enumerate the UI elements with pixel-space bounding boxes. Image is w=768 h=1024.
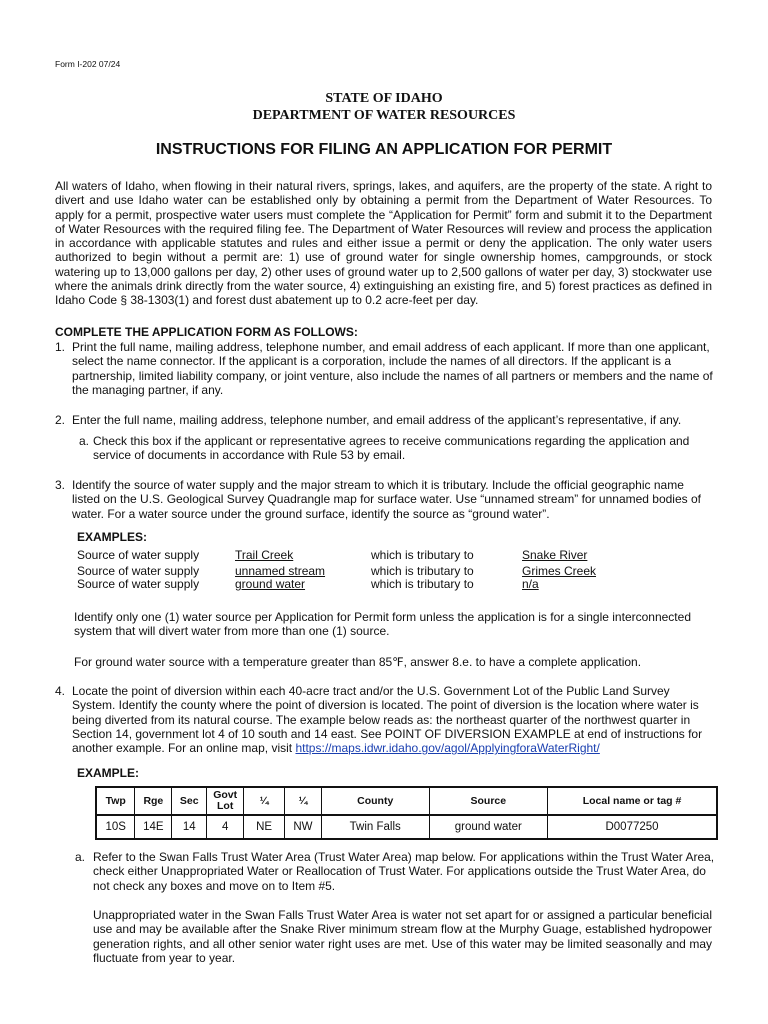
cell-sec: 14 bbox=[172, 815, 207, 839]
subitem-text: Refer to the Swan Falls Trust Water Area (Trust Water Area) map below. For applications within the Trust Water Area, check either Unappropriated Water or Reallocation of Trust Water. For applications outside the Trust Water Area, do not check any boxes and move on to Item #5. bbox=[93, 850, 715, 893]
header-source: Source bbox=[429, 787, 548, 815]
example-source: unnamed stream bbox=[235, 564, 326, 578]
cell-twp: 10S bbox=[96, 815, 135, 839]
example-row bbox=[77, 564, 717, 578]
item-text: Enter the full name, mailing address, telephone number, and email address of the applicant’s representative, if any. bbox=[72, 413, 682, 427]
instruction-item-3 bbox=[55, 478, 715, 521]
instruction-item-2 bbox=[55, 413, 715, 427]
example-label: Source of water supply bbox=[77, 577, 200, 591]
example-source: ground water bbox=[235, 577, 306, 591]
item-text bbox=[72, 684, 715, 755]
header-rge: Rge bbox=[135, 787, 172, 815]
subitem-letter: a. bbox=[79, 434, 90, 448]
cell-govt-lot: 4 bbox=[207, 815, 244, 839]
header-quarter-2: ¼ bbox=[285, 787, 322, 815]
header-county: County bbox=[321, 787, 429, 815]
example-tributary: Snake River bbox=[522, 548, 588, 562]
section-heading: COMPLETE THE APPLICATION FORM AS FOLLOWS: bbox=[55, 325, 358, 339]
subitem-text: Check this box if the applicant or representative agrees to receive communications regarding the application and service of documents in accordance with Rule 53 by email. bbox=[93, 434, 690, 463]
cell-source: ground water bbox=[429, 815, 548, 839]
temperature-note: For ground water source with a temperature greater than 85℉, answer 8.e. to have a complete application. bbox=[74, 655, 642, 669]
example-connector: which is tributary to bbox=[371, 548, 474, 562]
example-row bbox=[77, 548, 717, 562]
example-connector: which is tributary to bbox=[371, 577, 474, 591]
item-number: 3. bbox=[55, 478, 66, 492]
header-sec: Sec bbox=[172, 787, 207, 815]
document-title: INSTRUCTIONS FOR FILING AN APPLICATION FOR PERMIT bbox=[155, 141, 613, 158]
point-of-diversion-table bbox=[95, 786, 718, 840]
example-tributary: n/a bbox=[522, 577, 539, 591]
item-number: 4. bbox=[55, 684, 66, 698]
example-label: Source of water supply bbox=[77, 548, 200, 562]
example-label: EXAMPLE: bbox=[77, 766, 140, 780]
item-text: Identify the source of water supply and the major stream to which it is tributary. Include the official geographic name listed on the U.S. Geological Survey Quadrangle map for surface water. Use “unnamed stream” for unnamed bodies of water. For a water source under the ground surface, identify the source as “ground water”. bbox=[72, 478, 701, 521]
header-local-name: Local name or tag # bbox=[548, 787, 717, 815]
item-number: 1. bbox=[55, 340, 66, 354]
cell-quarter-1: NE bbox=[244, 815, 285, 839]
instruction-item-4a bbox=[75, 850, 716, 893]
intro-paragraph: All waters of Idaho, when flowing in their natural rivers, springs, lakes, and aquifers, are the property of the state. A right to divert and use Idaho water can be established only by obtaining a permit from the Department of Water Resources. To apply for a permit, prospective water users must complete the “Application for Permit” form and submit it to the Department of Water Resources with the required filing fee. The Department of Water Resources will review and process the application in accordance with applicable statutes and rules and either issue a permit or deny the application. The only water users authorized to begin without a permit are: 1) use of ground water for single ownership homes, campgrounds, or stock watering up to 13,000 gallons per day, 2) other uses of ground water up to 2,500 gallons of water per day, 3) stockwater use where the animals drink directly from the water source, 4) extinguishing an existing fire, and 5) forest practices as defined in Idaho Code § 38-1303(1) and forest dust abatement up to 0.2 acre-feet per day. bbox=[55, 179, 712, 308]
example-connector: which is tributary to bbox=[371, 564, 474, 578]
instruction-item-1 bbox=[55, 340, 715, 397]
instruction-item-4 bbox=[55, 684, 715, 755]
table-row bbox=[96, 815, 717, 839]
header-quarter-1: ¼ bbox=[244, 787, 285, 815]
form-id: Form I-202 07/24 bbox=[55, 59, 121, 69]
example-label: Source of water supply bbox=[77, 564, 200, 578]
unappropriated-water-paragraph: Unappropriated water in the Swan Falls Trust Water Area is water not set apart for or assigned a particular beneficial use and may be available after the Snake River minimum stream flow at the Murphy Guage, established hydropower generation rights, and all other senior water right uses are met. Use of this water may be limited seasonally and may fluctuate from year to year. bbox=[93, 908, 712, 965]
header-twp: Twp bbox=[96, 787, 135, 815]
item-text-body: Locate the point of diversion within each 40-acre tract and/or the U.S. Government Lot of the Public Land Survey System. Identify the county where the point of diversion is located. The point of diversion is the location where water is being diverted from its natural course. The example below reads as: the northeast quarter of the northwest quarter in Section 14, government lot 4 of 10 south and 14 east. See POINT OF DIVERSION EXAMPLE at end of instructions for another example. For an online map, visit bbox=[72, 684, 703, 756]
department-heading: DEPARTMENT OF WATER RESOURCES bbox=[252, 108, 516, 123]
example-source: Trail Creek bbox=[235, 548, 294, 562]
item-number: 2. bbox=[55, 413, 66, 427]
cell-local-name: D0077250 bbox=[548, 815, 717, 839]
item-text: Print the full name, mailing address, telephone number, and email address of each applicant. If more than one applicant, select the name connector. If the applicant is a corporation, include the names of all directors. If the applicant is a partnership, limited liability company, or joint venture, also include the names of all partners or members and the name of the managing partner, if any. bbox=[72, 340, 713, 397]
subitem-letter: a. bbox=[75, 850, 86, 864]
cell-quarter-2: NW bbox=[285, 815, 322, 839]
state-heading: STATE OF IDAHO bbox=[325, 91, 443, 106]
online-map-link[interactable]: https://maps.idwr.idaho.gov/agol/ApplyingforaWaterRight/ bbox=[295, 741, 600, 756]
instruction-item-2a bbox=[79, 434, 709, 463]
single-source-note: Identify only one (1) water source per Application for Permit form unless the application is for a single interconnected system that will divert water from more than one (1) source. bbox=[74, 610, 691, 639]
table-header-row bbox=[96, 787, 717, 815]
examples-label: EXAMPLES: bbox=[77, 530, 148, 544]
header-govt-lot: Govt Lot bbox=[207, 787, 244, 815]
example-row bbox=[77, 577, 717, 591]
cell-rge: 14E bbox=[135, 815, 172, 839]
example-tributary: Grimes Creek bbox=[522, 564, 597, 578]
cell-county: Twin Falls bbox=[321, 815, 429, 839]
